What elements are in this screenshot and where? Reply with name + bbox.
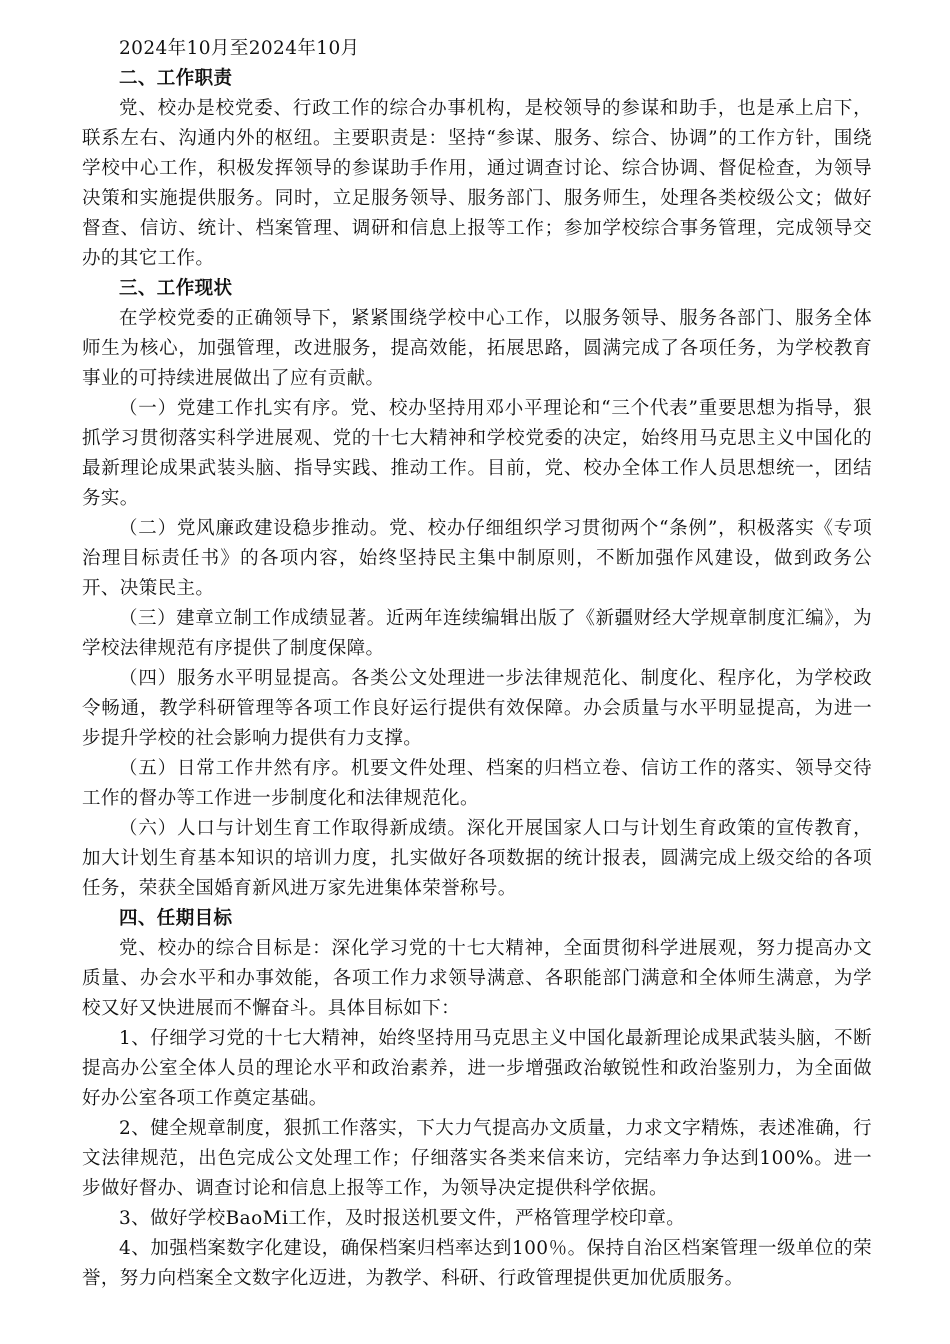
section-heading-duties: 二、工作职责 [119,68,233,89]
paragraph: （二）党风廉政建设稳步推动。党、校办仔细组织学习贯彻两个“条例”，积极落实《专项治理目标责任书》的各项内容，始终坚持民主集中制原则，不断加强作风建设，做到政务公开、决策民主。 [82,518,872,599]
paragraph: 4、加强档案数字化建设，确保档案归档率达到100％。保持自治区档案管理一级单位的荣誉，努力向档案全文数字化迈进，为教学、科研、行政管理提供更加优质服务。 [82,1238,872,1289]
paragraph: （三）建章立制工作成绩显著。近两年连续编辑出版了《新疆财经大学规章制度汇编》，为学校法律规范有序提供了制度保障。 [82,608,872,659]
document-body [82,34,872,1294]
paragraph: （六）人口与计划生育工作取得新成绩。深化开展国家人口与计划生育政策的宣传教育，加大计划生育基本知识的培训力度，扎实做好各项数据的统计报表，圆满完成上级交给的各项任务，荣获全国婚育新风进万家先进集体荣誉称号。 [82,818,872,899]
paragraph: （四）服务水平明显提高。各类公文处理进一步法律规范化、制度化、程序化，为学校政令畅通，教学科研管理等各项工作良好运行提供有效保障。办会质量与水平明显提高，为进一步提升学校的社会影响力提供有力支撑。 [82,668,872,749]
section-heading-status: 三、工作现状 [119,278,233,299]
paragraph: （一）党建工作扎实有序。党、校办坚持用邓小平理论和“三个代表”重要思想为指导，狠抓学习贯彻落实科学进展观、党的十七大精神和学校党委的决定，始终用马克思主义中国化的最新理论成果武装头脑、指导实践、推动工作。目前，党、校办全体工作人员思想统一，团结务实。 [82,398,872,509]
date-range: 2024年10月至2024年10月 [119,38,360,59]
paragraph: 党、校办的综合目标是：深化学习党的十七大精神，全面贯彻科学进展观，努力提高办文质量、办会水平和办事效能，各项工作力求领导满意、各职能部门满意和全体师生满意，为学校又好又快进展而不懈奋斗。具体目标如下： [82,938,872,1019]
paragraph: 1、仔细学习党的十七大精神，始终坚持用马克思主义中国化最新理论成果武装头脑，不断提高办公室全体人员的理论水平和政治素养，进一步增强政治敏锐性和政治鉴别力，为全面做好办公室各项工作奠定基础。 [82,1028,872,1109]
paragraph: 3、做好学校BaoMi工作，及时报送机要文件，严格管理学校印章。 [119,1208,686,1229]
paragraph: 党、校办是校党委、行政工作的综合办事机构，是校领导的参谋和助手，也是承上启下，联系左右、沟通内外的枢纽。主要职责是：坚持“参谋、服务、综合、协调”的工作方针，围绕学校中心工作，积极发挥领导的参谋助手作用，通过调查讨论、综合协调、督促检查，为领导决策和实施提供服务。同时，立足服务领导、服务部门、服务师生，处理各类校级公文；做好督查、信访、统计、档案管理、调研和信息上报等工作；参加学校综合事务管理，完成领导交办的其它工作。 [82,98,872,269]
paragraph: 2、健全规章制度，狠抓工作落实，下大力气提高办文质量，力求文字精炼，表述准确，行文法律规范，出色完成公文处理工作；仔细落实各类来信来访，完结率力争达到100%。进一步做好督办、调查讨论和信息上报等工作，为领导决定提供科学依据。 [82,1118,872,1199]
paragraph: 在学校党委的正确领导下，紧紧围绕学校中心工作，以服务领导、服务各部门、服务全体师生为核心，加强管理，改进服务，提高效能，拓展思路，圆满完成了各项任务，为学校教育事业的可持续进展做出了应有贡献。 [82,308,872,389]
paragraph: （五）日常工作井然有序。机要文件处理、档案的归档立卷、信访工作的落实、领导交待工作的督办等工作进一步制度化和法律规范化。 [82,758,872,809]
section-heading-goals: 四、任期目标 [119,908,233,929]
